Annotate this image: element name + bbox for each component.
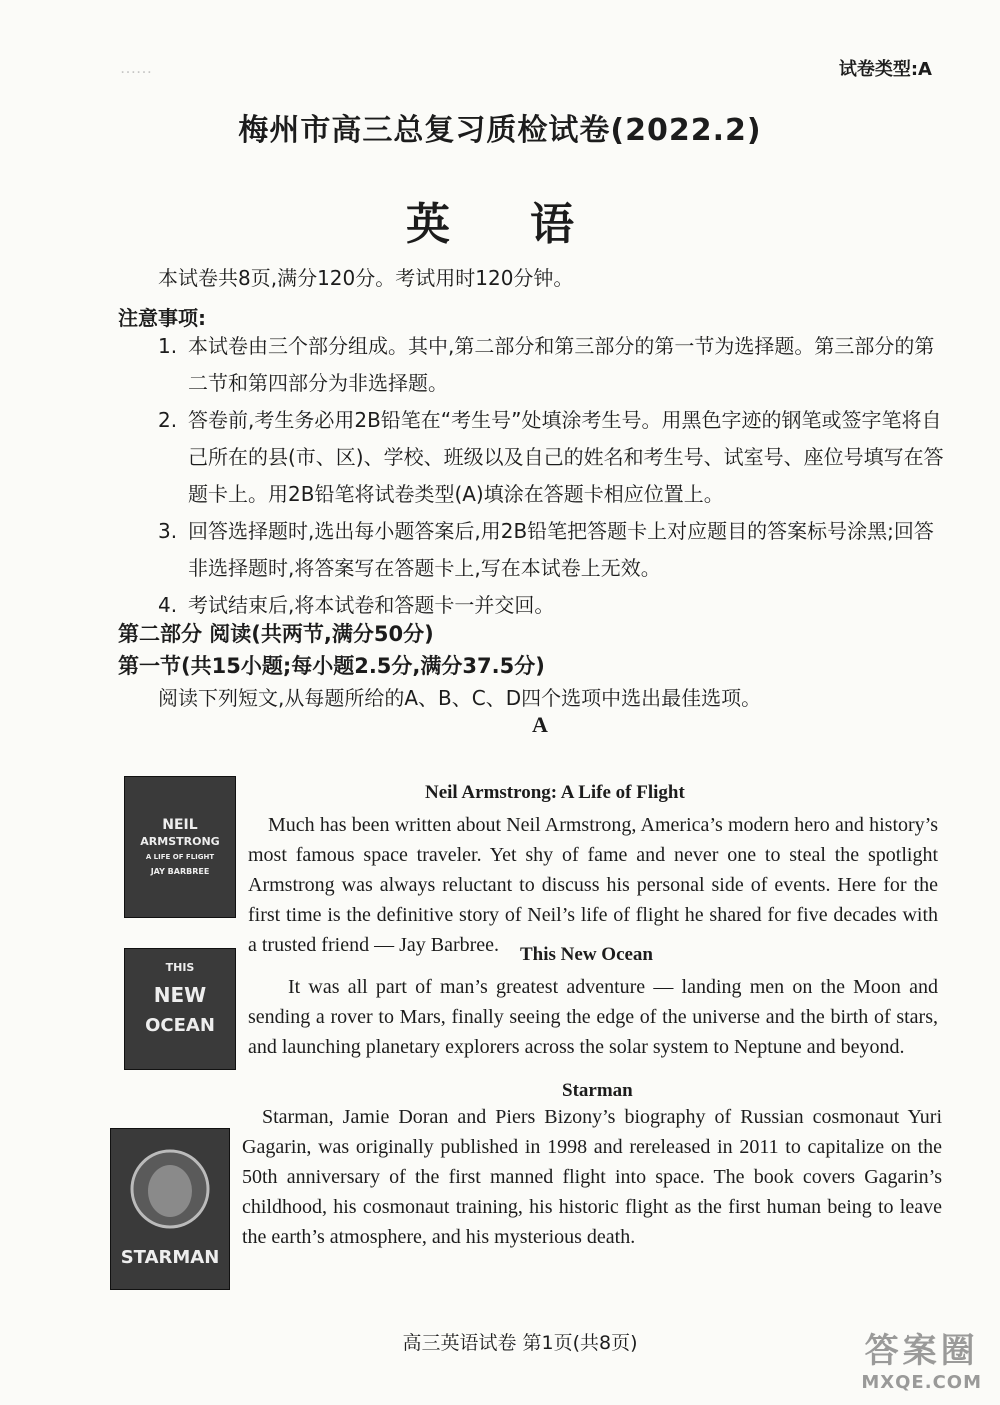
notice-num: 1. xyxy=(158,334,178,358)
exam-title: 梅州市高三总复习质检试卷(2022.2) xyxy=(238,113,762,148)
cover-text: NEIL xyxy=(162,817,198,833)
notice-item xyxy=(158,513,948,587)
book-description: Starman, Jamie Doran and Piers Bizony’s biography of Russian cosmonaut Yuri Gagarin, was originally published in 1998 and rereleased in 2011 to capitalize on the 50th anniversary of the first manned flight into space. The book covers Gagarin’s childhood, his cosmonaut training, his historic flight as the first human being to leave the earth’s atmosphere, and his mysterious death. xyxy=(242,1106,942,1248)
book-title: Neil Armstrong: A Life of Flight xyxy=(425,782,685,803)
notice-num: 2. xyxy=(158,408,178,432)
notice-text: 回答选择题时,选出每小题答案后,用2B铅笔把答题卡上对应题目的答案标号涂黑;回答非选择题时,将答案写在答题卡上,写在本试卷上无效。 xyxy=(188,519,934,580)
paper-type-label: 试卷类型:A xyxy=(838,59,932,80)
cover-text: A LIFE OF FLIGHT xyxy=(145,853,215,861)
notice-num: 3. xyxy=(158,519,178,543)
notice-item xyxy=(158,328,948,402)
subject-title: 英语 xyxy=(406,199,654,250)
page-footer: 高三英语试卷 第1页(共8页) xyxy=(402,1332,638,1354)
notice-item xyxy=(158,402,948,513)
book-cover-armstrong xyxy=(124,776,236,918)
book-description: Much has been written about Neil Armstrong, America’s modern hero and history’s most famous space traveler. Yet shy of fame and never one to steal the spotlight Armstrong was always reluctant to discuss his personal side of events. Here for the first time is the definitive story of Neil’s life of flight he shared for five decades with a trusted friend — Jay Barbree. xyxy=(248,814,938,956)
reading-instruction: 阅读下列短文,从每题所给的A、B、C、D四个选项中选出最佳选项。 xyxy=(158,686,762,710)
exam-intro: 本试卷共8页,满分120分。考试用时120分钟。 xyxy=(158,266,574,290)
watermark-logo-text: 答案圈 xyxy=(864,1331,979,1371)
notice-heading: 注意事项: xyxy=(118,306,206,330)
notice-text: 考试结束后,将本试卷和答题卡一并交回。 xyxy=(188,593,555,617)
section-one-heading: 第一节(共15小题;每小题2.5分,满分37.5分) xyxy=(118,654,545,678)
cover-text: JAY BARBREE xyxy=(150,867,210,876)
book-description: It was all part of man’s greatest adventure — landing men on the Moon and sending a rover to Mars, finally seeing the edge of the universe and the birth of stars, and launching planetary explorers across the solar system to Neptune and beyond. xyxy=(248,976,938,1058)
cover-text: ARMSTRONG xyxy=(140,835,220,848)
notice-text: 答卷前,考生务必用2B铅笔在“考生号”处填涂考生号。用黑色字迹的钢笔或签字笔将自己所在的县(市、区)、学校、班级以及自己的姓名和考生号、试室号、座位号填写在答题卡上。用2B铅笔将试卷类型(A)填涂在答题卡相应位置上。 xyxy=(188,408,944,506)
watermark-url: MXQE.COM xyxy=(861,1372,982,1393)
passage-letter: A xyxy=(532,712,548,737)
notice-list xyxy=(158,328,948,624)
notice-num: 4. xyxy=(158,593,178,617)
cover-text: OCEAN xyxy=(145,1015,215,1036)
cover-text: STARMAN xyxy=(120,1247,220,1268)
book-cover-new-ocean xyxy=(124,948,236,1070)
cover-text: NEW xyxy=(153,983,207,1007)
part-two-heading: 第二部分 阅读(共两节,满分50分) xyxy=(118,622,434,646)
site-watermark xyxy=(861,1323,982,1393)
cover-text: THIS xyxy=(165,961,195,974)
book-title: Starman xyxy=(562,1080,633,1101)
bleed-through-text: …… xyxy=(120,60,152,77)
notice-text: 本试卷由三个部分组成。其中,第二部分和第三部分的第一节为选择题。第三部分的第二节和第四部分为非选择题。 xyxy=(188,334,935,395)
book-title: This New Ocean xyxy=(520,944,653,965)
book-cover-starman xyxy=(110,1128,230,1290)
